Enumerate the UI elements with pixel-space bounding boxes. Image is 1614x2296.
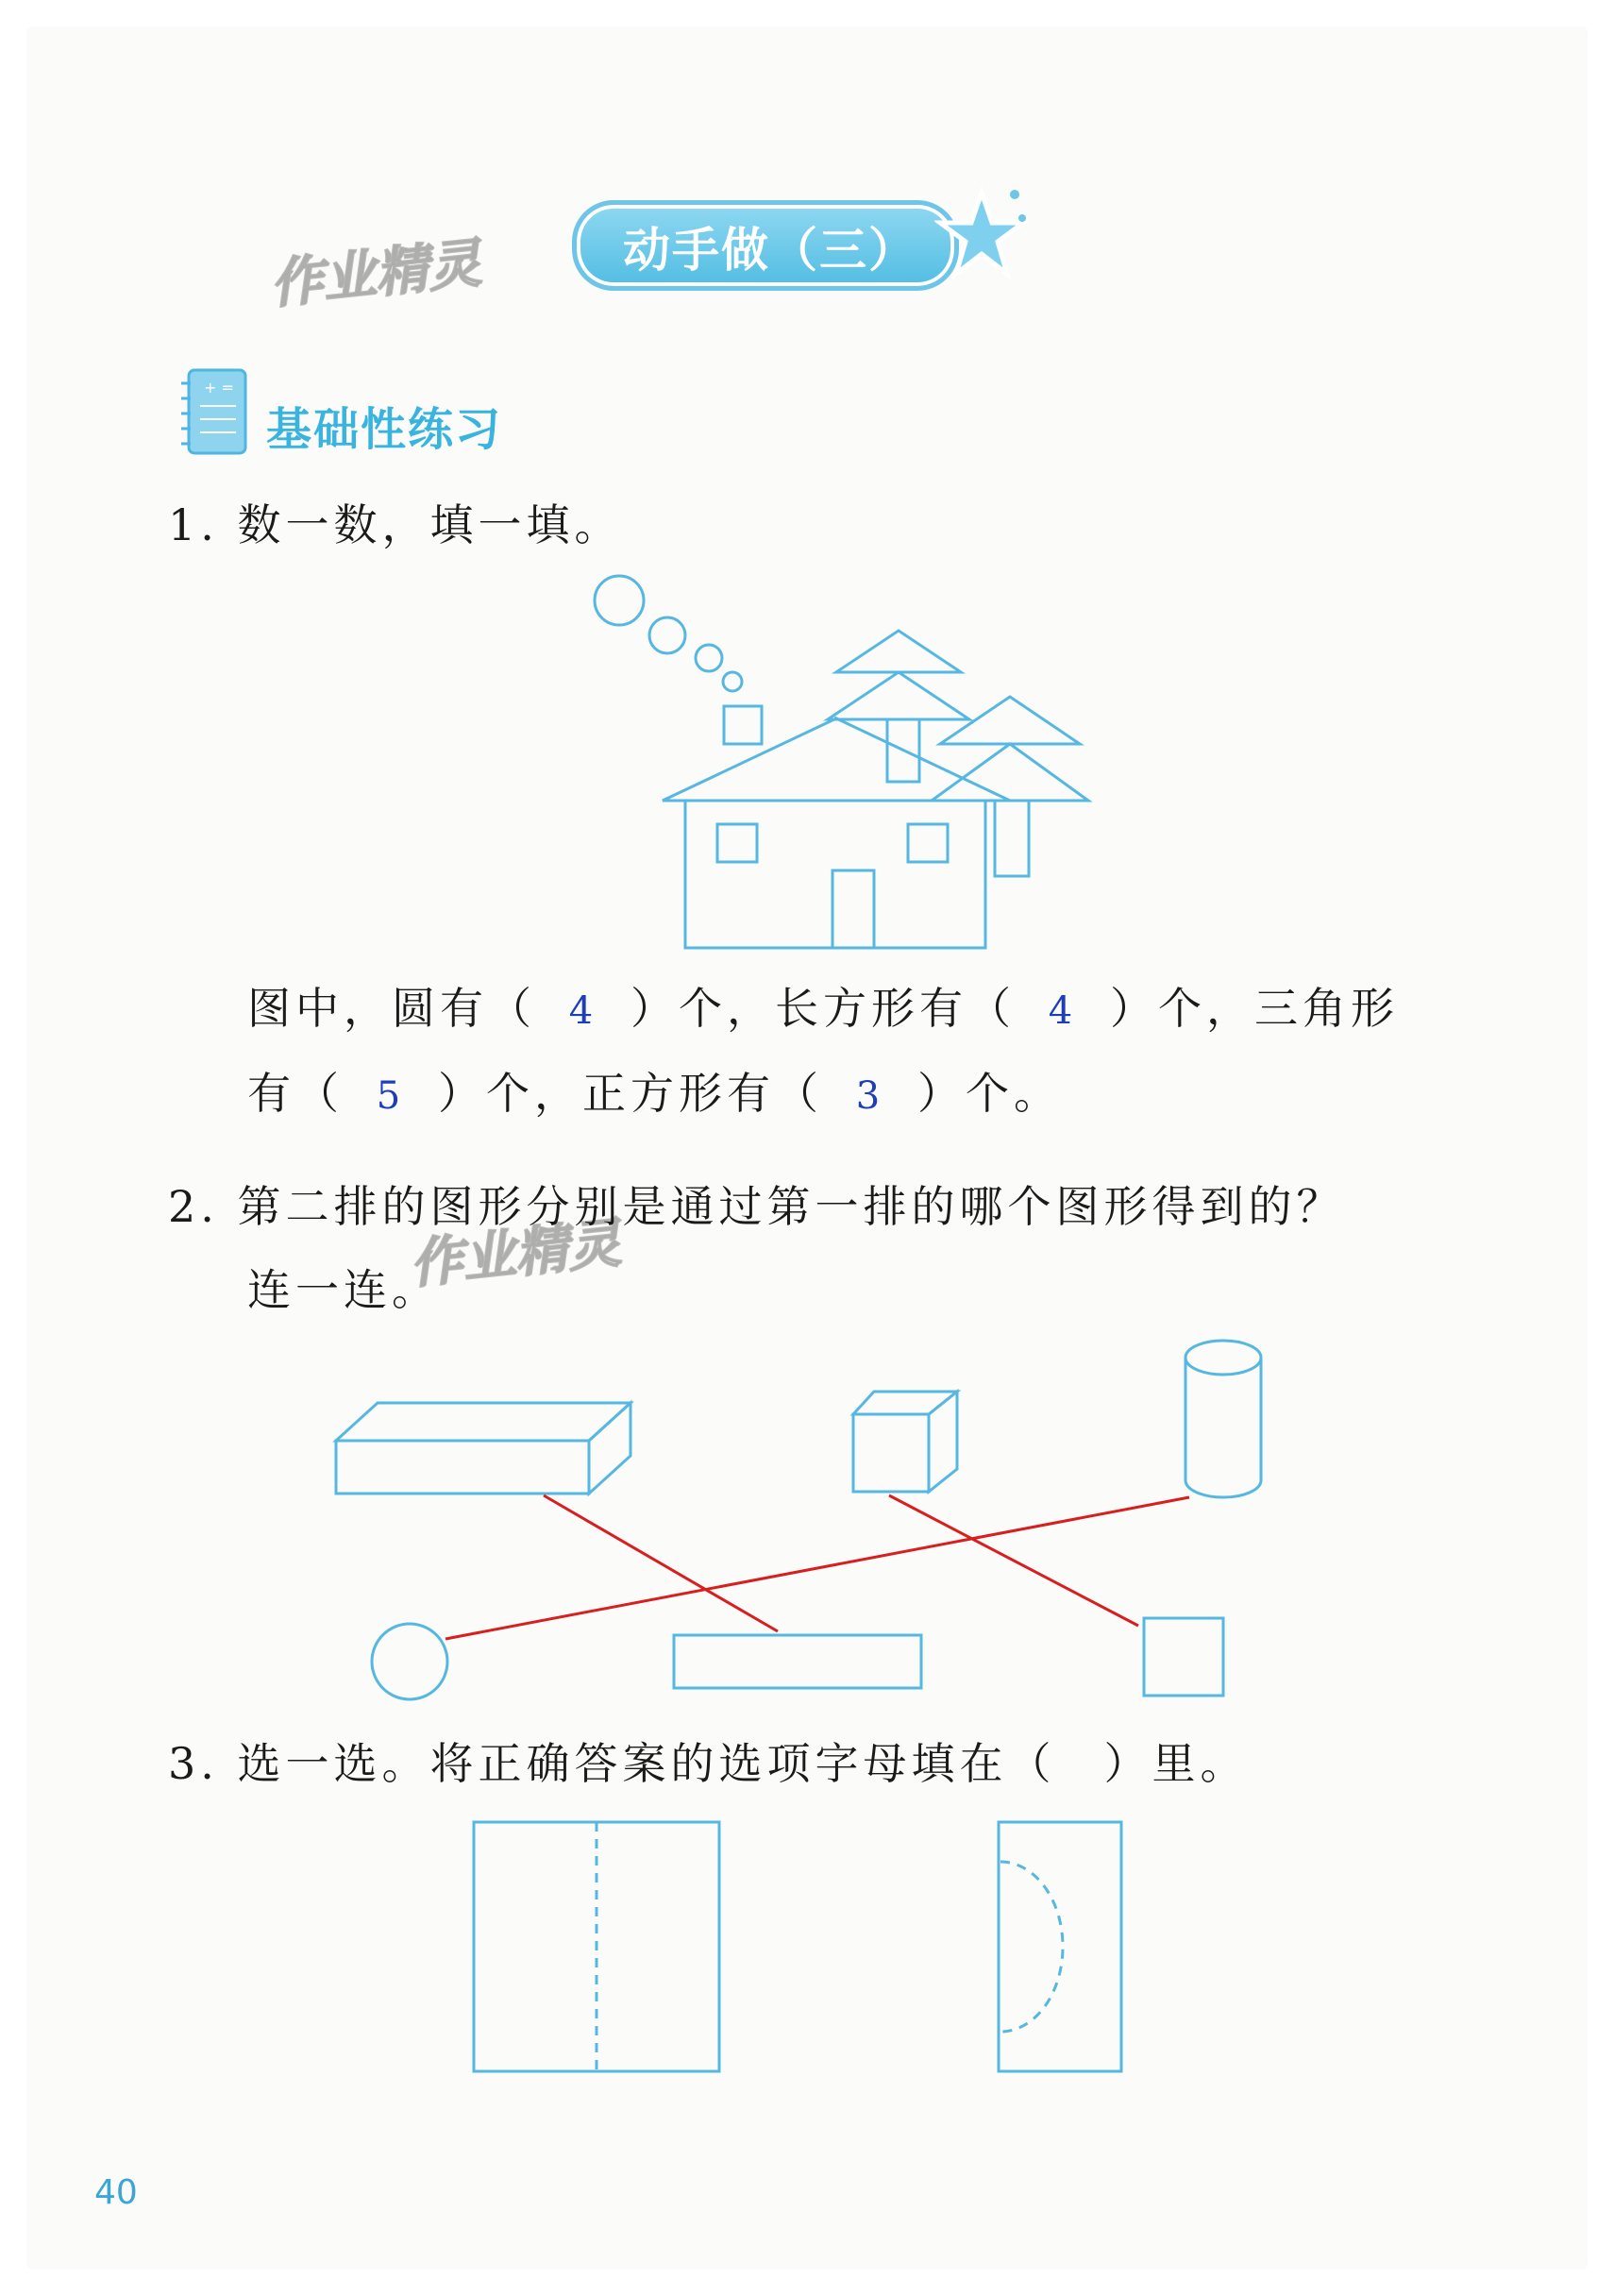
house-window-right	[908, 824, 948, 862]
star-icon	[934, 185, 1029, 289]
q1-line1-text-b: ）个，长方形有（	[630, 983, 1016, 1034]
answer-squares: 3	[855, 1074, 885, 1118]
q1-number: 1.	[168, 499, 219, 550]
answer-rectangles: 4	[1048, 989, 1078, 1033]
watermark-middle: 作业精灵	[407, 1212, 624, 1296]
q2-matching-figures	[321, 1322, 1284, 1728]
smoke-circle-2	[649, 617, 685, 653]
q1-picture-house-and-trees	[472, 563, 1133, 959]
tree1-triangle-top	[836, 631, 961, 672]
q1-prompt-line	[168, 491, 623, 553]
smoke-circle-4	[723, 672, 742, 691]
tree1-triangle-bottom	[828, 672, 969, 719]
q1-prompt: 数一数，填一填。	[237, 499, 623, 550]
q2-prompt-2: 连一连。	[247, 1264, 440, 1315]
q1-line1-text-c: ）个，三角形	[1110, 983, 1399, 1034]
lesson-title-banner	[572, 200, 959, 291]
match-line-cuboid-to-rectangle	[544, 1495, 778, 1631]
lesson-title: 动手做（三）	[623, 223, 917, 278]
q3-prompt: 选一选。将正确答案的选项字母填在（ ）里。	[237, 1738, 1249, 1789]
smoke-circle-1	[595, 576, 644, 625]
q1-line1-text-a: 图中，圆有（	[247, 983, 536, 1034]
plane-square	[1144, 1618, 1223, 1696]
solid-cylinder	[1185, 1341, 1261, 1497]
house-window-left	[717, 824, 757, 862]
paper-rectangle-with-half-circle	[999, 1822, 1121, 2071]
notebook-icon	[177, 364, 253, 459]
tree2-trunk	[995, 801, 1029, 876]
match-line-cylinder-to-circle	[446, 1497, 1189, 1639]
chimney	[724, 706, 762, 744]
solid-cuboid	[336, 1403, 630, 1494]
tree2-triangle-bottom	[932, 744, 1088, 801]
q1-line2-text-a: 有（	[247, 1068, 344, 1119]
answer-triangles: 5	[376, 1074, 406, 1118]
smoke-circle-3	[696, 645, 722, 671]
q2-prompt-1: 第二排的图形分别是通过第一排的哪个图形得到的？	[237, 1181, 1345, 1232]
watermark-top: 作业精灵	[267, 232, 484, 316]
solid-cube	[853, 1392, 957, 1492]
house-body	[685, 801, 985, 948]
q1-line2-text-c: ）个。	[917, 1068, 1062, 1119]
q1-answer-line-1	[247, 974, 1399, 1037]
q2-number: 2.	[168, 1181, 219, 1232]
q3-number: 3.	[168, 1738, 219, 1789]
house-roof	[663, 718, 1010, 801]
q1-line2-text-b: ）个，正方形有（	[438, 1068, 823, 1119]
q1-answer-line-2	[247, 1059, 1062, 1122]
plane-rectangle	[674, 1635, 921, 1688]
page-number: 40	[94, 2173, 138, 2212]
house-door	[832, 870, 874, 948]
section-title: 基础性练习	[266, 403, 503, 456]
q3-folded-paper-figures	[462, 1813, 1142, 2086]
plane-circle	[372, 1624, 447, 1699]
q3-prompt-line	[168, 1730, 1249, 1792]
svg-text:+ =: + =	[204, 379, 234, 397]
q2-prompt-line-1	[168, 1173, 1345, 1235]
answer-circles: 4	[568, 989, 598, 1033]
paper-square-with-center-fold	[474, 1822, 719, 2071]
